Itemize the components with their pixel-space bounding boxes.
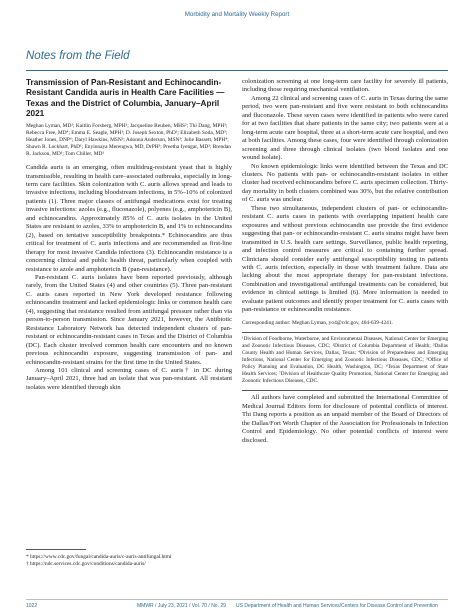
body-paragraph: colonization screening at one long-term care facility for severely ill patients, including those requiring mechanical ventilation. (242, 78, 448, 94)
footer-divider (26, 599, 448, 600)
page-number: 1022 (26, 603, 38, 609)
affiliation-divider (242, 332, 448, 333)
disclosure-divider (242, 390, 448, 391)
journal-masthead: Morbidity and Mortality Weekly Report (184, 11, 290, 18)
section-title: Notes from the Field (26, 50, 130, 62)
author-affiliations: ¹Division of Foodborne, Waterborne, and Environmental Diseases, National Center for Emerging and Zoonotic Infectious Diseases, CDC; ²District of Columbia Department of Health; ³Dallas County Health and Human Services, Dallas, Texas; ⁴Division of Preparedness and Emerging Infections, National Center for Emerging and Zoonotic Infectious Diseases, CDC; ⁵Office of Policy Planning and Evaluation, DC Health, Washington, DC; ⁶Texas Department of State Health Services; ⁷Division of Healthcare Quality Promotion, National Center for Emerging and Zoonotic Infectious Diseases, CDC. (242, 336, 448, 384)
footnotes (26, 549, 232, 568)
body-paragraph: Candida auris is an emerging, often multidrug-resistant yeast that is highly transmissible, resulting in health care–associated outbreaks, especially in long-term care facilities. Skin colonization with C. auris allows spread and leads to invasive infections, including bloodstream infections, in 5%–10% of colonized patients (1). Three major classes of antifungal medications exist for treating invasive infections: azoles (e.g., fluconazole), polyenes (e.g., amphotericin B), and echinocandins. Approximately 85% of C. auris isolates in the United States are resistant to azoles, 33% to amphotericin B, and 1% to echinocandins (2), based on tentative susceptibility breakpoints.* Echinocandins are thus critical for treatment of C. auris infections and are recommended as first-line therapy for most invasive Candida infections (3). Echinocandin resistance is a concerning clinical and public health threat, particularly when coupled with resistance to azole and amphotericin B (pan-resistance). (26, 164, 232, 273)
issue-info: MMWR / July 23, 2021 / Vol. 70 / No. 29 (137, 603, 226, 609)
body-paragraph: These two simultaneous, independent clusters of pan- or echinocandin-resistant C. auris cases in patients with overlapping inpatient health care exposures and without previous echinocandin use provide the first evidence suggesting that pan- or echinocandin-resistant C. auris strains might have been transmitted in U.S. health care settings. Surveillance, public health reporting, and infection control measures are critical to containing further spread. Clinicians should consider early antifungal susceptibility testing in patients with C. auris infection, especially in those with treatment failure. Data are lacking about the most appropriate therapy for pan-resistant infections. Combination and investigational antifungal treatments can be considered, but evidence in clinical settings is limited (6). More information is needed to evaluate patient outcomes and identify proper treatment for C. auris cases with pan-resistance or echinocandin resistance. (242, 204, 448, 314)
left-column (26, 78, 232, 392)
disclosure-statement: All authors have completed and submitted the International Committee of Medical Journal Editors form for disclosure of potential conflicts of interest. Thi Dang reports a position as an unpaid member of the Board of Directors of the Dallas/Fort Worth Chapter of the Association for Professionals in Infection Control and Epidemiology. No other potential conflicts of interest were disclosed. (242, 394, 448, 444)
article-title: Transmission of Pan-Resistant and Echinocandin-Resistant Candida auris in Health Care Facilities — Texas and the District of Columbia, January–April 2021 (26, 78, 225, 119)
right-column (242, 78, 448, 445)
corresponding-author: Corresponding author: Meghan Lyman, yo4@cdc.gov, 404-639-4241. (242, 319, 393, 326)
department-credit: US Department of Health and Human Services/Centers for Disease Control and Prevention (236, 603, 438, 609)
footnote: * https://www.cdc.gov/fungal/candida-auris/c-auris-antifungal.html (26, 553, 172, 560)
body-paragraph: Among 22 clinical and screening cases of C. auris in Texas during the same period, two were pan-resistant and five were resistant to both echinocandins and fluconazole. These seven cases were identified in patients who were cared for at two facilities that share patients in the same city; two patients were at a long-term acute care hospital, three at a short-term acute care hospital, and two at both facilities. Among these cases, four were identified through colonization screening and three through clinical isolates (two blood isolates and one wound isolate). (242, 94, 448, 162)
body-paragraph: Among 101 clinical and screening cases of C. auris† in DC during January–April 2021, three had an isolate that was pan-resistant. All resistant isolates were identified through skin (26, 366, 232, 391)
body-paragraph: No known epidemiologic links were identified between the Texas and DC clusters. No patients with pan- or echinocandin-resistant isolates in either cluster had received echinocandins before C. auris specimen collection. Thirty-day mortality in both clusters combined was 30%, but the relative contribution of C. auris was unclear. (242, 162, 448, 204)
body-paragraph: Pan-resistant C. auris isolates have been reported previously, although rarely, from the United States (4) and other countries (5). Three pan-resistant C. auris cases reported in New York developed resistance following echinocandin treatment and lacked epidemiologic links or common health care (4), suggesting that resistance resulted from antifungal pressure rather than via person-to-person transmission. Since January 2021, however, the Antibiotic Resistance Laboratory Network has detected independent clusters of pan-resistant or echinocandin-resistant cases in Texas and the District of Columbia (DC). Each cluster involved common health care encounters and no known previous echinocandin exposure, suggesting transmission of pan- and echinocandin-resistant strains for the first time in the United States. (26, 273, 232, 366)
footnote: † https://ndc.services.cdc.gov/conditions/candida-auris/ (26, 560, 146, 567)
author-byline: Meghan Lyman, MD¹; Kaitlin Forsberg, MPH¹; Jacqueline Reuben, MHS²; Thi Dang, MPH³; Rebecca Free, MD⁴; Emma E. Seagle, MPH¹; D. Joseph Sexton, PhD¹; Elizabeth Soda, MD⁵; Heather Jones, DNP⁶; Daryl Hawkins, MSN³; Adonna Anderson, MSN³; Julie Bassett, MPH⁴; Shawn R. Lockhart, PhD¹; Enyinnaya Merengwa, MD, DrPH³; Preetha Iyengar, MD²; Brendan R. Jackson, MD¹; Tom Chiller, MD¹ (26, 122, 231, 157)
section-divider (26, 70, 448, 71)
footnote-divider (26, 549, 86, 550)
